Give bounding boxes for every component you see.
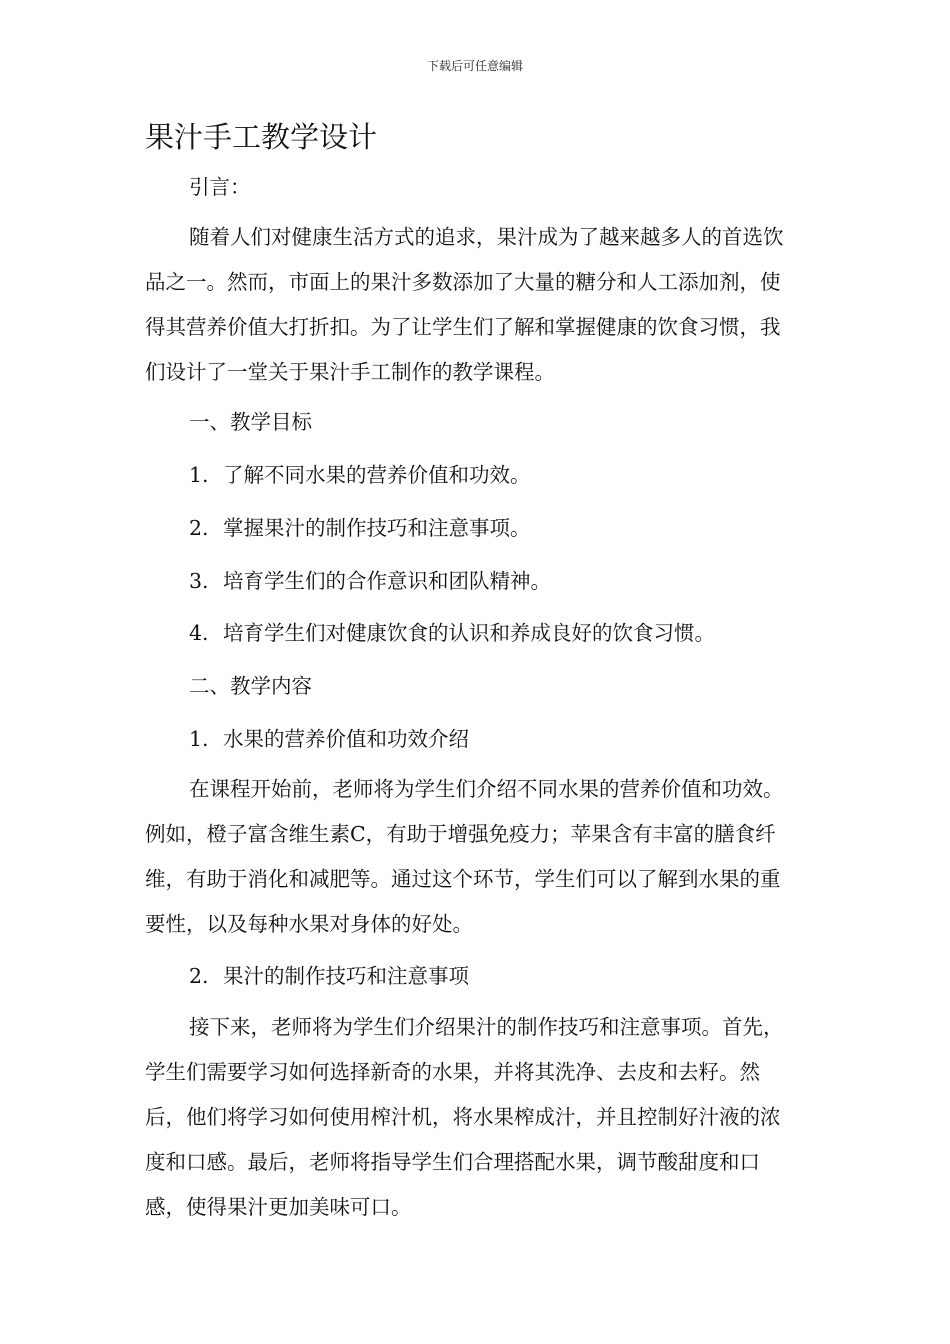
intro-paragraph: 随着人们对健康生活方式的追求，果汁成为了越来越多人的首选饮品之一。然而，市面上的果汁多数添加了大量的糖分和人工添加剂，使得其营养价值大打折扣。为了让学生们了解和掌握健康的饮食习惯，我们设计了一堂关于果汁手工制作的教学课程。 bbox=[145, 225, 784, 384]
subheading-text: 水果的营养价值和功效介绍 bbox=[223, 727, 469, 751]
objective-number: 4. bbox=[189, 621, 209, 645]
objective-item-3 bbox=[189, 566, 551, 596]
objective-item-4 bbox=[189, 618, 715, 648]
objective-text: 了解不同水果的营养价值和功效。 bbox=[223, 463, 531, 487]
objective-item-2 bbox=[189, 513, 531, 543]
section2-heading: 二、教学内容 bbox=[189, 674, 312, 698]
content-subheading-1 bbox=[189, 724, 469, 754]
objective-text: 培育学生们对健康饮食的认识和养成良好的饮食习惯。 bbox=[223, 621, 715, 645]
objective-text: 培育学生们的合作意识和团队精神。 bbox=[223, 569, 551, 593]
objective-number: 3. bbox=[189, 569, 209, 593]
content-paragraph-1: 在课程开始前，老师将为学生们介绍不同水果的营养价值和功效。例如，橙子富含维生素C，有助于增强免疫力；苹果含有丰富的膳食纤维，有助于消化和减肥等。通过这个环节，学生们可以了解到水果的重要性，以及每种水果对身体的好处。 bbox=[145, 777, 784, 936]
content-paragraph-2: 接下来，老师将为学生们介绍果汁的制作技巧和注意事项。首先，学生们需要学习如何选择新奇的水果，并将其洗净、去皮和去籽。然后，他们将学习如何使用榨汁机，将水果榨成汁，并且控制好汁液的浓度和口感。最后，老师将指导学生们合理搭配水果，调节酸甜度和口感，使得果汁更加美味可口。 bbox=[145, 1015, 784, 1219]
page-title: 果汁手工教学设计 bbox=[145, 120, 378, 154]
objective-number: 2. bbox=[189, 516, 209, 540]
content-paragraph-2-block bbox=[145, 1005, 795, 1230]
content-subheading-2 bbox=[189, 961, 469, 991]
section1-heading: 一、教学目标 bbox=[189, 410, 312, 434]
intro-paragraph-block bbox=[145, 215, 795, 395]
header-note: 下载后可任意编辑 bbox=[426, 59, 523, 73]
subheading-text: 果汁的制作技巧和注意事项 bbox=[223, 964, 469, 988]
objective-item-1 bbox=[189, 460, 531, 490]
subheading-number: 2. bbox=[189, 964, 209, 988]
content-paragraph-1-block bbox=[145, 767, 795, 947]
objective-number: 1. bbox=[189, 463, 209, 487]
subheading-number: 1. bbox=[189, 727, 209, 751]
objective-text: 掌握果汁的制作技巧和注意事项。 bbox=[223, 516, 531, 540]
intro-label: 引言： bbox=[189, 175, 251, 199]
